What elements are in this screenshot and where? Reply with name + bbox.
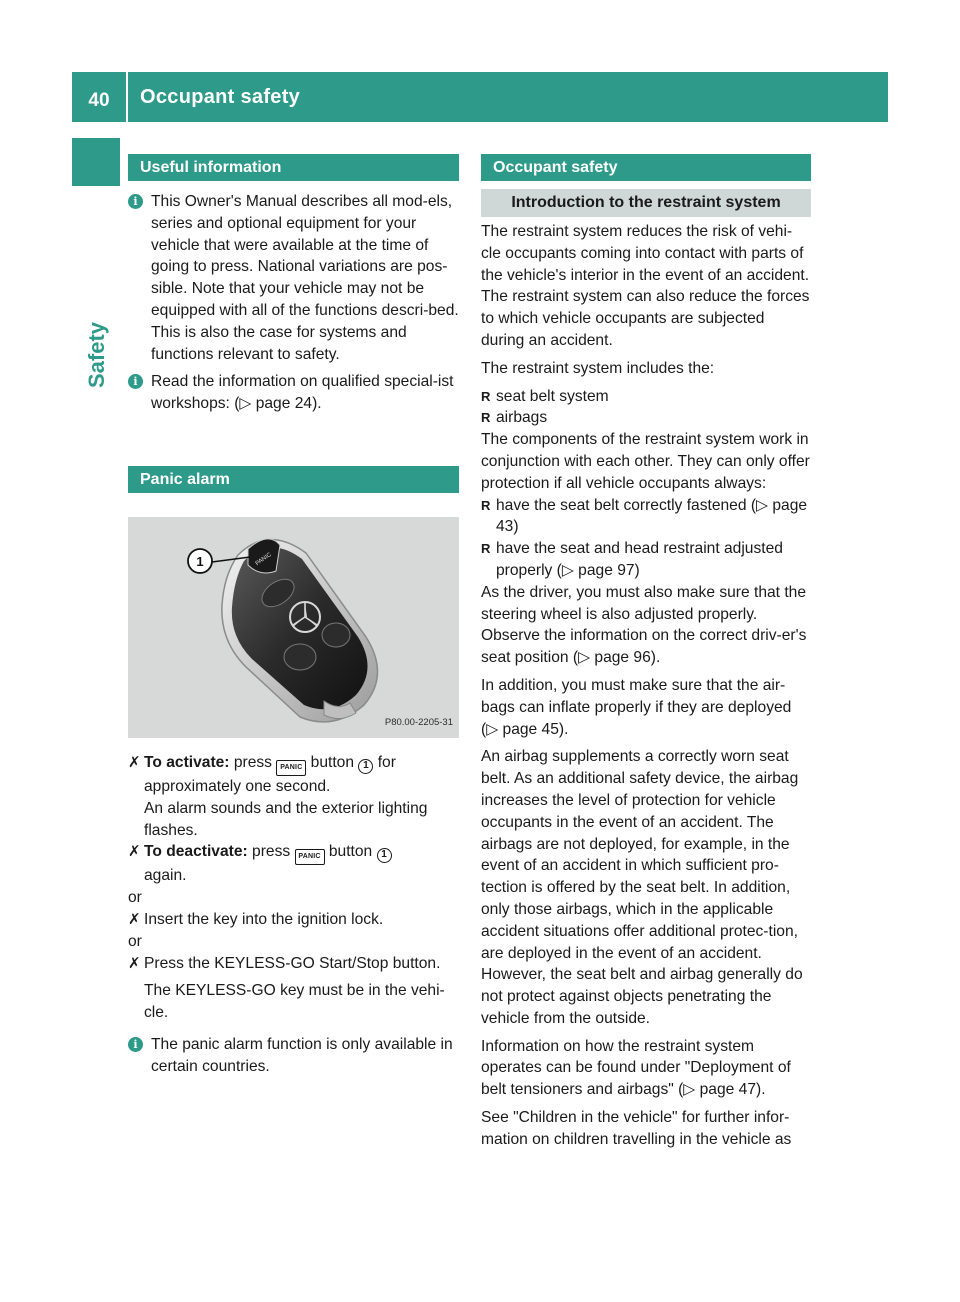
key-figure bbox=[128, 517, 459, 738]
panic-button-icon: PANIC bbox=[295, 849, 325, 865]
info-note-3 bbox=[128, 1034, 459, 1078]
bullet-icon: R bbox=[481, 388, 491, 404]
paragraph: The restraint system reduces the risk of vehi-cle occupants coming into contact with parts of the vehicle's interior in the event of an accident. The restraint system can also reduce the forces to which vehicle occupants are subjected during an accident. bbox=[481, 223, 810, 349]
activate-result: An alarm sounds and the exterior lighting flashes. bbox=[144, 799, 428, 839]
useful-info-heading: Useful information bbox=[128, 154, 459, 181]
right-column bbox=[481, 154, 811, 1151]
or-text: or bbox=[128, 932, 142, 950]
info-text: Read the information on qualified special-ist workshops: (▷ page 24). bbox=[151, 373, 454, 413]
info-icon: i bbox=[128, 194, 143, 209]
step-ignition: ✗ Insert the key into the ignition lock. bbox=[128, 909, 459, 931]
figure-code: P80.00-2205-31 bbox=[384, 717, 453, 729]
occupant-safety-heading: Occupant safety bbox=[481, 154, 811, 181]
callout-1-icon: 1 bbox=[377, 848, 392, 863]
paragraph: An airbag supplements a correctly worn seat belt. As an additional safety device, the airbag increases the level of protection for vehicle occupants in the event of an accident. The airbags are not deployed, for example, in the event of an accident in which sufficient pro-tection is offered by the seat belt. In addition, only those airbags, which in the applicable accident situations offer additional protec-tion, are deployed in the event of an accident. However, the seat belt and airbag generally do not protect against objects penetrating the vehicle from the outside. bbox=[481, 748, 803, 1027]
panic-alarm-heading: Panic alarm bbox=[128, 466, 459, 493]
info-icon: i bbox=[128, 1037, 143, 1052]
restraint-intro-heading: Introduction to the restraint system bbox=[481, 189, 811, 217]
left-column bbox=[128, 154, 459, 1078]
deactivate-label: To deactivate: bbox=[144, 843, 248, 861]
paragraph: In addition, you must make sure that the air-bags can inflate properly if they are deployed (▷ page 45). bbox=[481, 676, 792, 738]
side-tab-block bbox=[72, 138, 120, 186]
side-tab-label: Safety bbox=[84, 321, 109, 388]
callout-number: 1 bbox=[196, 553, 204, 569]
bullet-icon: R bbox=[481, 410, 491, 426]
or-text: or bbox=[128, 889, 142, 907]
info-text: The panic alarm function is only available in certain countries. bbox=[151, 1035, 453, 1075]
bullet-icon: R bbox=[481, 541, 491, 557]
info-icon: i bbox=[128, 374, 143, 389]
paragraph: The components of the restraint system work in conjunction with each other. They can only offer protection if all vehicle occupants always: bbox=[481, 431, 810, 492]
callout-1-icon: 1 bbox=[358, 759, 373, 774]
paragraph: As the driver, you must also make sure that the steering wheel is also adjusted properly. Observe the information on the correct driv-er's seat position (▷ page 96). bbox=[481, 583, 807, 667]
arrow-step-icon: ✗ bbox=[128, 753, 141, 771]
keyless-note: The KEYLESS-GO key must be in the vehi-cle. bbox=[144, 982, 445, 1022]
figure-key-label: PANIC bbox=[254, 551, 273, 568]
list-item: R have the seat belt correctly fastened (▷ page 43) bbox=[481, 496, 808, 536]
panic-button-icon: PANIC bbox=[276, 760, 306, 776]
side-tab bbox=[84, 288, 112, 388]
step-activate: ✗ To activate: press PANIC button 1 for approximately one second. An alarm sounds and the exterior lighting flashes. bbox=[128, 753, 428, 839]
activate-label: To activate: bbox=[144, 753, 230, 771]
page-number: 40 bbox=[88, 90, 110, 111]
paragraph: The restraint system includes the: bbox=[481, 359, 715, 377]
list-item: R seat belt system bbox=[481, 386, 811, 408]
arrow-step-icon: ✗ bbox=[128, 954, 141, 972]
info-note-2 bbox=[128, 371, 459, 415]
list-item: R airbags bbox=[481, 407, 811, 429]
arrow-step-icon: ✗ bbox=[128, 910, 141, 928]
bullet-icon: R bbox=[481, 497, 491, 513]
activate-text: press bbox=[233, 753, 272, 771]
arrow-step-icon: ✗ bbox=[128, 843, 141, 861]
step-keyless: ✗ Press the KEYLESS-GO Start/Stop button. bbox=[128, 953, 459, 975]
info-text: This Owner's Manual describes all mod-els, series and optional equipment for your vehicle that were available at the time of going to press. National variations are pos-sible. Note that your vehicle may not be equipped with all of the functions descri-bed. This is also the case for systems and functions relevant to safety. bbox=[151, 193, 459, 363]
smart-key-illustration bbox=[128, 517, 459, 738]
list-item: R have the seat and head restraint adjusted properly (▷ page 97) bbox=[481, 540, 783, 579]
info-note-1 bbox=[128, 191, 459, 365]
step-deactivate: ✗ To deactivate: press PANIC button 1 again. bbox=[128, 841, 459, 887]
page-header bbox=[72, 72, 888, 122]
paragraph: See "Children in the vehicle" for further infor-mation on children travelling in the vehicle as bbox=[481, 1109, 792, 1148]
page-title: Occupant safety bbox=[140, 85, 301, 108]
paragraph: Information on how the restraint system operates can be found under "Deployment of belt tensioners and airbags" (▷ page 47). bbox=[481, 1037, 791, 1099]
